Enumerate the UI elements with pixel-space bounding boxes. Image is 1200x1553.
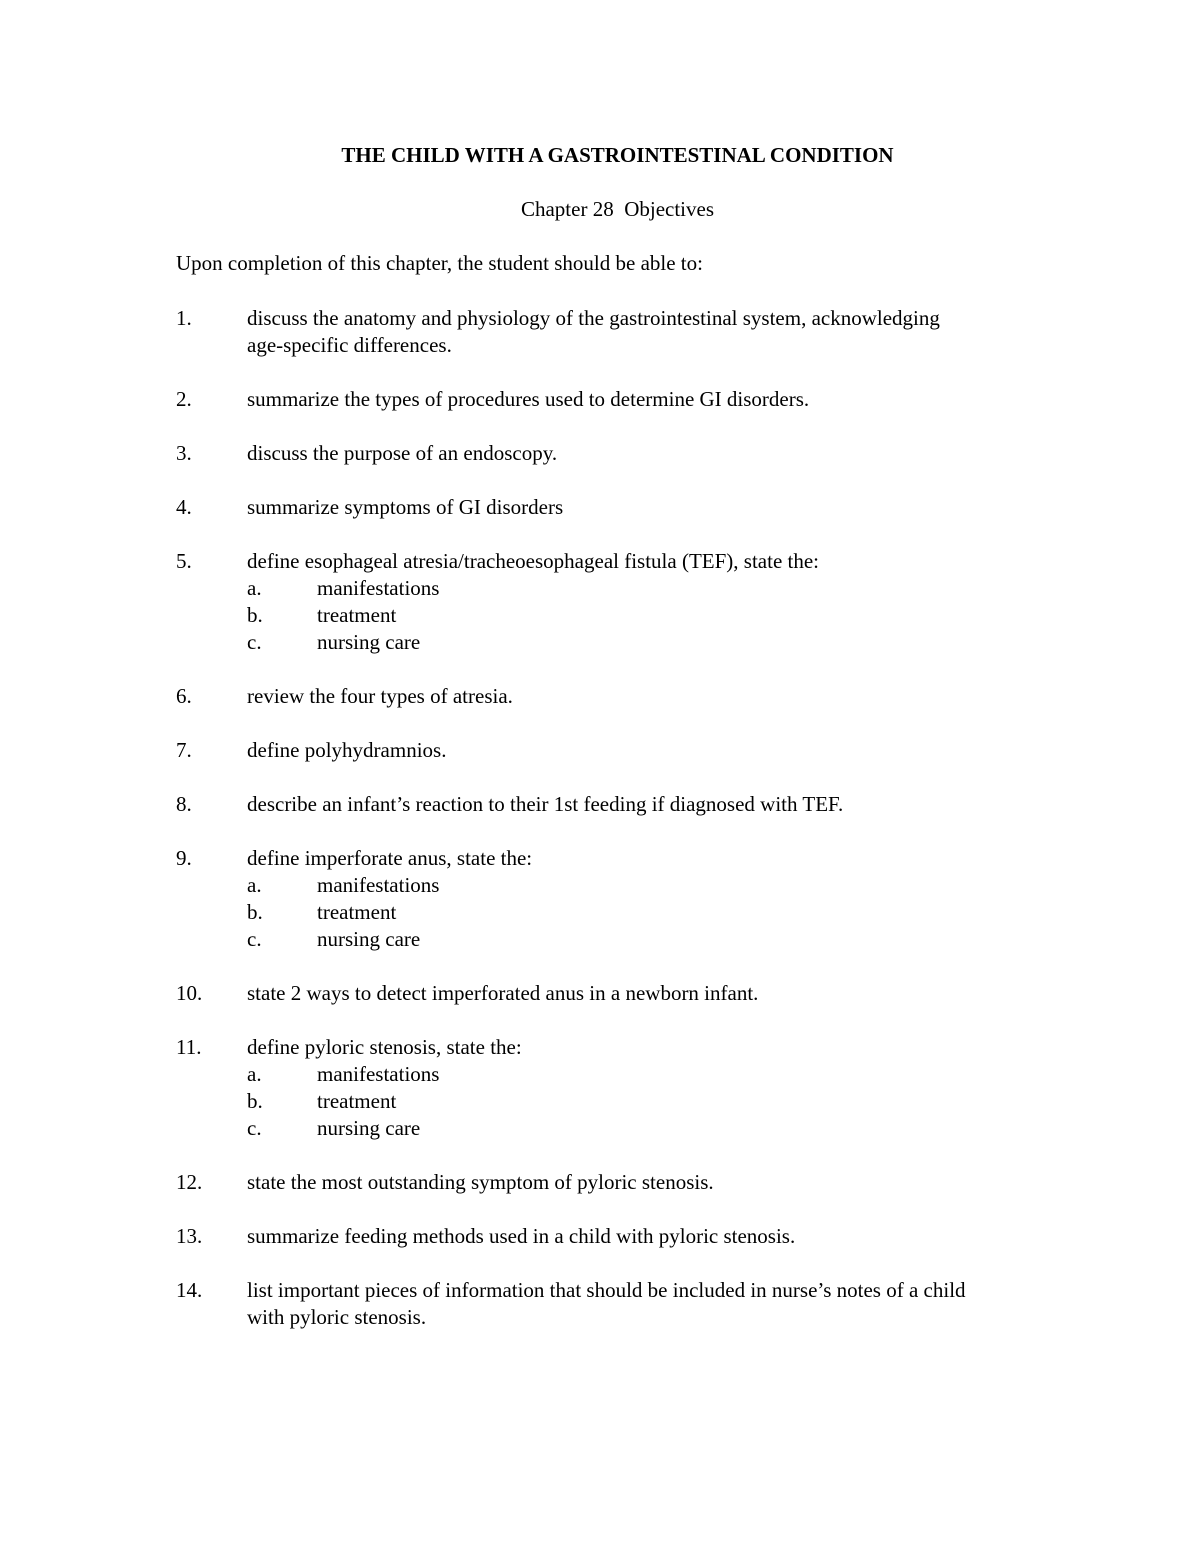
objective-text-line: define imperforate anus, state the: — [247, 846, 533, 870]
sub-item-text: manifestations — [317, 576, 440, 600]
objective-item — [176, 305, 1076, 359]
objective-body — [247, 845, 1076, 953]
objective-body — [247, 1223, 1076, 1250]
objective-text-line: discuss the purpose of an endoscopy. — [247, 441, 558, 465]
document-title: THE CHILD WITH A GASTROINTESTINAL CONDITION — [341, 143, 894, 167]
sub-item — [247, 575, 1076, 602]
objective-text-line: summarize symptoms of GI disorders — [247, 495, 564, 519]
objective-text-line: summarize feeding methods used in a child with pyloric stenosis. — [247, 1224, 796, 1248]
objective-text-line: state the most outstanding symptom of pyloric stenosis. — [247, 1170, 714, 1194]
objective-body — [247, 1169, 1076, 1196]
objective-body — [247, 494, 1076, 521]
objective-text-line: with pyloric stenosis. — [247, 1305, 427, 1329]
objective-body — [247, 305, 1076, 359]
objective-body — [247, 791, 1076, 818]
sub-item-letter: a. — [247, 873, 262, 897]
sub-item — [247, 1115, 1076, 1142]
objective-body — [247, 1034, 1076, 1142]
objective-text-line: state 2 ways to detect imperforated anus in a newborn infant. — [247, 981, 759, 1005]
sub-item-letter: c. — [247, 630, 262, 654]
objective-number: 10. — [176, 981, 203, 1005]
objective-body — [247, 440, 1076, 467]
objective-item — [176, 1223, 1076, 1250]
objective-body — [247, 737, 1076, 764]
sub-item — [247, 629, 1076, 656]
objective-item — [176, 791, 1076, 818]
objective-number: 9. — [176, 846, 192, 870]
objective-item — [176, 1277, 1076, 1331]
sub-item-text: treatment — [317, 900, 397, 924]
sub-item-text: nursing care — [317, 1116, 421, 1140]
sub-item — [247, 872, 1076, 899]
objective-item — [176, 494, 1076, 521]
objective-text-line: review the four types of atresia. — [247, 684, 513, 708]
objective-body — [247, 980, 1076, 1007]
objective-number: 12. — [176, 1170, 203, 1194]
sub-item-letter: b. — [247, 603, 263, 627]
sub-item-letter: c. — [247, 927, 262, 951]
objective-body — [247, 548, 1076, 656]
objective-item — [176, 845, 1076, 953]
sub-item — [247, 899, 1076, 926]
objective-text-line: discuss the anatomy and physiology of the gastrointestinal system, acknowledging — [247, 306, 940, 330]
objective-text-line: describe an infant’s reaction to their 1st feeding if diagnosed with TEF. — [247, 792, 844, 816]
objective-number: 14. — [176, 1278, 203, 1302]
objective-text-line: define esophageal atresia/tracheoesophageal fistula (TEF), state the: — [247, 549, 820, 573]
sub-item-text: nursing care — [317, 927, 421, 951]
sub-item-letter: c. — [247, 1116, 262, 1140]
intro-text: Upon completion of this chapter, the student should be able to: — [176, 251, 703, 275]
objective-text-line: summarize the types of procedures used to determine GI disorders. — [247, 387, 810, 411]
objective-number: 2. — [176, 387, 192, 411]
objective-text-line: define pyloric stenosis, state the: — [247, 1035, 522, 1059]
objective-body — [247, 386, 1076, 413]
objective-text-line: age-specific differences. — [247, 333, 452, 357]
objective-item — [176, 440, 1076, 467]
objective-body — [247, 683, 1076, 710]
objective-number: 4. — [176, 495, 192, 519]
sub-item-text: nursing care — [317, 630, 421, 654]
objective-item — [176, 1034, 1076, 1142]
objective-item — [176, 548, 1076, 656]
sub-item-letter: a. — [247, 576, 262, 600]
sub-item-letter: b. — [247, 1089, 263, 1113]
objective-number: 1. — [176, 306, 192, 330]
objective-number: 13. — [176, 1224, 203, 1248]
sub-item-text: treatment — [317, 603, 397, 627]
sub-item-letter: a. — [247, 1062, 262, 1086]
sub-item — [247, 1061, 1076, 1088]
sub-item-text: manifestations — [317, 873, 440, 897]
objective-number: 6. — [176, 684, 192, 708]
sub-item-letter: b. — [247, 900, 263, 924]
objective-number: 8. — [176, 792, 192, 816]
objective-item — [176, 386, 1076, 413]
objective-item — [176, 980, 1076, 1007]
sub-item — [247, 926, 1076, 953]
objective-item — [176, 1169, 1076, 1196]
objective-number: 3. — [176, 441, 192, 465]
sub-item-text: manifestations — [317, 1062, 440, 1086]
objective-number: 7. — [176, 738, 192, 762]
objective-number: 11. — [176, 1035, 202, 1059]
objective-item — [176, 737, 1076, 764]
objective-item — [176, 683, 1076, 710]
chapter-subtitle: Chapter 28 Objectives — [520, 197, 715, 221]
objectives-list — [176, 305, 1076, 1358]
sub-item-text: treatment — [317, 1089, 397, 1113]
sub-item — [247, 602, 1076, 629]
objective-text-line: define polyhydramnios. — [247, 738, 447, 762]
objective-body — [247, 1277, 1076, 1331]
objective-number: 5. — [176, 549, 192, 573]
objective-text-line: list important pieces of information that should be included in nurse’s notes of a child — [247, 1278, 966, 1302]
sub-item — [247, 1088, 1076, 1115]
